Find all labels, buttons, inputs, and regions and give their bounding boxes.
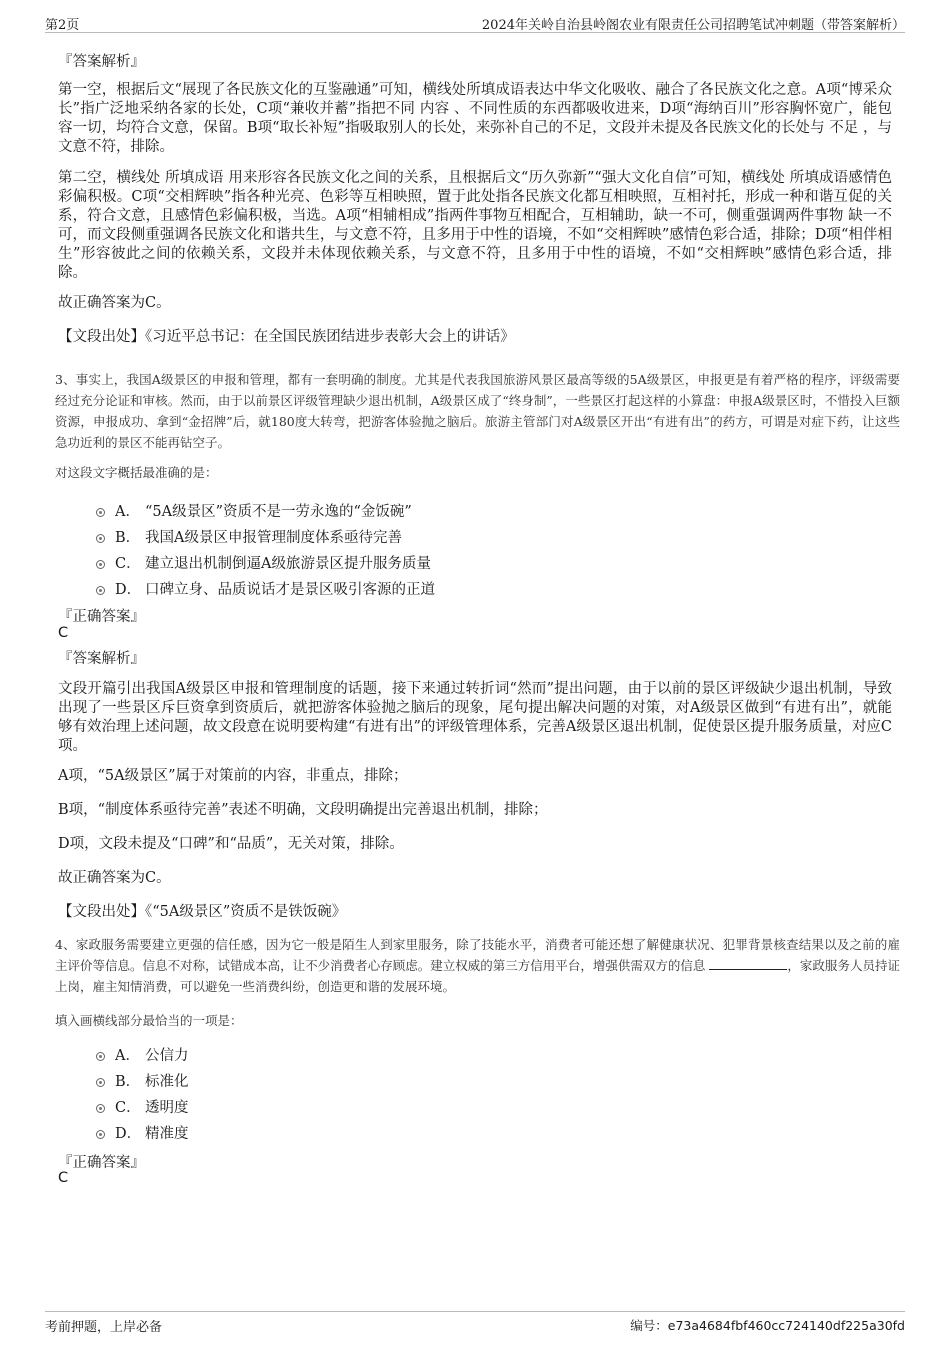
option-a[interactable]: A． “5A级景区”资质不是一劳永逸的“金饭碗” xyxy=(96,500,412,520)
source-citation: 【文段出处】《“5A级景区”资质不是铁饭碗》 xyxy=(58,904,347,920)
question-prompt: 填入画横线部分最恰当的一项是： xyxy=(55,1013,243,1028)
option-b[interactable]: B． 我国A级景区申报管理制度体系亟待完善 xyxy=(96,526,402,546)
radio-icon[interactable] xyxy=(96,586,105,595)
option-a[interactable]: A． 公信力 xyxy=(96,1044,189,1064)
document-id: 编号：e73a4684fbf460cc724140df225a30fd xyxy=(630,1318,905,1333)
correct-answer: C xyxy=(58,625,69,641)
analysis-line-a: A项，“5A级景区”属于对策前的内容，非重点，排除； xyxy=(58,768,408,784)
page-footer xyxy=(45,1311,905,1336)
radio-icon[interactable] xyxy=(96,1078,105,1087)
option-c[interactable]: C． 透明度 xyxy=(96,1096,189,1116)
radio-icon[interactable] xyxy=(96,1104,105,1113)
analysis-paragraph: 第一空，根据后文“展现了各民族文化的互鉴融通”可知，横线处所填成语表达中华文化吸收、融合了各民族文化之意。A项“博采众长”指广泛地采纳各家的长处，C项“兼收并蓄”指把不同 内容 、不同性质的东西都吸收进来，D项“海纳百川”形容胸怀宽广，能包容一切，均符合文意，保留。B项“取长补短”指吸取别人的长处，来弥补自己的不足，文段并未提及各民族文化的长处与 不足 ，与文意不符，排除。 xyxy=(58,82,892,155)
page-number: 第2页 xyxy=(45,18,80,33)
radio-icon[interactable] xyxy=(96,1052,105,1061)
radio-icon[interactable] xyxy=(96,534,105,543)
answer-conclusion: 故正确答案为C。 xyxy=(58,870,171,886)
question-text: 3、事实上，我国A级景区的申报和管理，都有一套明确的制度。尤其是代表我国旅游风景区最高等级的5A级景区，申报更是有着严格的程序，评级需要经过充分论证和审核。然而，由于以前景区评级管理缺少退出机制，A级景区成了“终身制”，一些景区打起这样的小算盘：申报A级景区时，不惜投入巨额资源，申报成功、拿到“金招牌”后，就180度大转弯，把游客体验抛之脑后。旅游主管部门对A级景区开出“有进有出”的药方，可谓是对症下药，让这些急功近利的景区不能再钻空子。 xyxy=(55,372,900,450)
analysis-line-b: B项，“制度体系亟待完善”表述不明确，文段明确提出完善退出机制，排除； xyxy=(58,802,548,818)
option-d[interactable]: D． 精准度 xyxy=(96,1122,189,1142)
source-citation: 【文段出处】《习近平总书记：在全国民族团结进步表彰大会上的讲话》 xyxy=(58,329,515,345)
analysis-label: 『答案解析』 xyxy=(58,54,145,70)
question-prompt: 对这段文字概括最准确的是： xyxy=(55,465,218,480)
correct-answer: C xyxy=(58,1170,69,1186)
analysis-paragraph: 文段开篇引出我国A级景区申报和管理制度的话题，接下来通过转折词“然而”提出问题，由于以前的景区评级缺少退出机制，导致出现了一些景区斥巨资拿到资质后，就把游客体验抛之脑后的现象，尾句提出解决问题的对策，对A级景区做到“有进有出”，就能够有效治理上述问题，故文段意在说明要构建“有进有出”的评级管理体系，完善A级景区退出机制，促使景区提升服务质量，对应C项。 xyxy=(58,681,892,754)
option-b[interactable]: B． 标准化 xyxy=(96,1070,189,1090)
analysis-paragraph: 第二空，横线处 所填成语 用来形容各民族文化之间的关系，且根据后文“历久弥新”“强大文化自信”可知，横线处 所填成语感情色彩偏积极。C项“交相辉映”指各种光亮、色彩等互相映照，置于此处指各民族文化都互相映照，互相衬托，形成一种和谐互促的关系，符合文意，且感情色彩偏积极，当选。A项“相辅相成”指两件事物互相配合，互相辅助，缺一不可，侧重强调两件事物 缺一不可，而文段侧重强调各民族文化和谐共生，与文意不符，且多用于中性的语境，不如“交相辉映”感情色彩合适，排除；D项“相伴相生”形容彼此之间的依赖关系，文段并未体现依赖关系，与文意不符，且多用于中性的语境，不如“交相辉映”感情色彩合适，排除。 xyxy=(58,170,892,281)
option-d[interactable]: D． 口碑立身、品质说话才是景区吸引客源的正道 xyxy=(96,578,435,598)
analysis-label: 『答案解析』 xyxy=(58,651,145,667)
radio-icon[interactable] xyxy=(96,508,105,517)
fill-in-blank xyxy=(709,957,787,970)
correct-answer-label: 『正确答案』 xyxy=(58,609,145,625)
analysis-line-d: D项，文段未提及“口碑”和“品质”，无关对策，排除。 xyxy=(58,836,404,852)
option-c[interactable]: C． 建立退出机制倒逼A级旅游景区提升服务质量 xyxy=(96,552,431,572)
answer-conclusion: 故正确答案为C。 xyxy=(58,295,171,311)
page-header xyxy=(45,12,905,33)
footer-slogan: 考前押题，上岸必备 xyxy=(45,1320,163,1335)
document-title: 2024年关岭自治县岭阁农业有限责任公司招聘笔试冲刺题（带答案解析） xyxy=(481,18,905,33)
radio-icon[interactable] xyxy=(96,1130,105,1139)
correct-answer-label: 『正确答案』 xyxy=(58,1155,145,1171)
radio-icon[interactable] xyxy=(96,560,105,569)
question-text: 4、家政服务需要建立更强的信任感，因为它一般是陌生人到家里服务，除了技能水平，消费者可能还想了解健康状况、犯罪背景核查结果以及之前的雇主评价等信息。信息不对称，试错成本高，让不少消费者心存顾虑。建立权威的第三方信用平台，增强供需双方的信息 ，家政服务人员持证上岗，雇主知情消费，可以避免一些消费纠纷，创造更和谐的发展环境。 xyxy=(55,937,900,994)
